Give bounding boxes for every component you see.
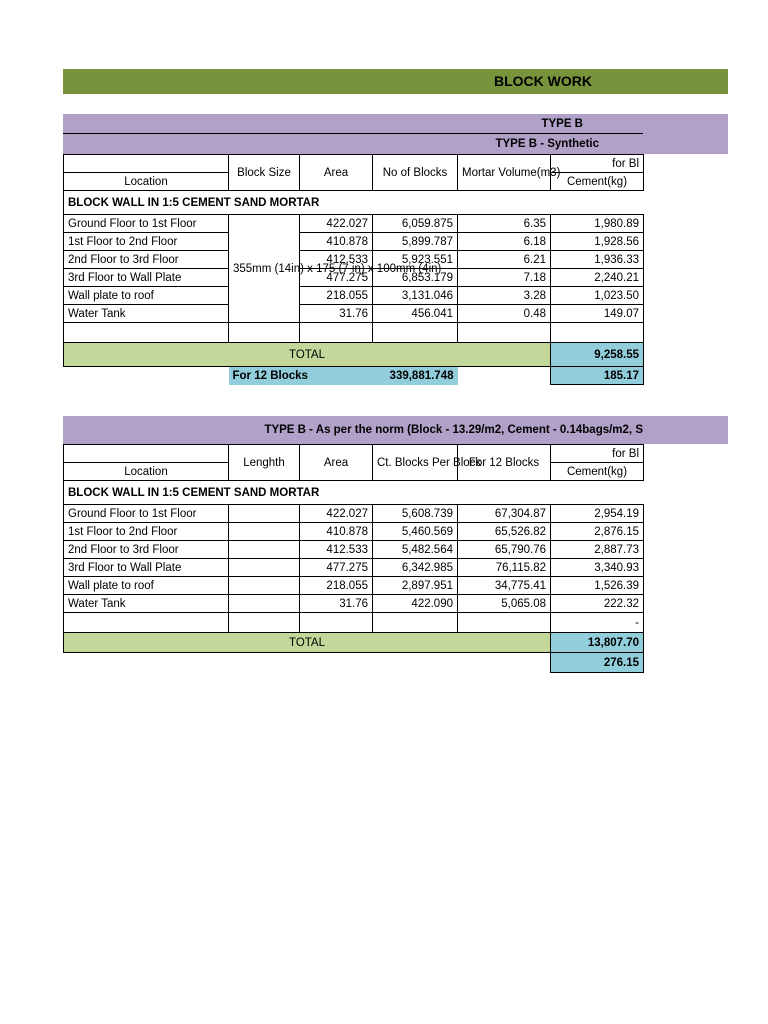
row-area: 31.76 xyxy=(300,595,373,613)
header-blank xyxy=(64,445,229,463)
total-cement: 9,258.55 xyxy=(551,343,644,367)
row-location: 1st Floor to 2nd Floor xyxy=(64,523,229,541)
row-length xyxy=(229,577,300,595)
row-ct-blocks: 6,342.985 xyxy=(373,559,458,577)
section2-heading-band xyxy=(63,416,728,444)
blank-cell xyxy=(64,613,229,633)
row-location: 1st Floor to 2nd Floor xyxy=(64,233,229,251)
row-area: 422.027 xyxy=(300,505,373,523)
row-cement: 3,340.93 xyxy=(551,559,644,577)
row-location: 3rd Floor to Wall Plate xyxy=(64,559,229,577)
row-ct-blocks: 422.090 xyxy=(373,595,458,613)
spacer xyxy=(300,653,373,673)
spacer xyxy=(64,653,229,673)
row-for-12: 65,526.82 xyxy=(458,523,551,541)
blank-cement: - xyxy=(551,613,644,633)
row-mortar: 3.28 xyxy=(458,287,551,305)
row-location: 3rd Floor to Wall Plate xyxy=(64,269,229,287)
header-block-size: Block Size xyxy=(229,155,300,191)
blank-cell xyxy=(229,323,300,343)
header-for-bl: for Bl xyxy=(551,445,644,463)
row-cement: 149.07 xyxy=(551,305,644,323)
row-ct-blocks: 2,897.951 xyxy=(373,577,458,595)
header-location: Location xyxy=(64,173,229,191)
spacer xyxy=(373,653,458,673)
row-area: 412.533 xyxy=(300,251,373,269)
row-mortar: 6.21 xyxy=(458,251,551,269)
row-cement: 2,887.73 xyxy=(551,541,644,559)
row-mortar: 6.18 xyxy=(458,233,551,251)
row-blocks: 5,923.551 xyxy=(373,251,458,269)
spacer xyxy=(458,367,551,385)
row-cement: 1,928.56 xyxy=(551,233,644,251)
row-blocks: 5,899.787 xyxy=(373,233,458,251)
row-area: 477.275 xyxy=(300,559,373,577)
row-length xyxy=(229,595,300,613)
row-area: 412.533 xyxy=(300,541,373,559)
row-area: 477.275 xyxy=(300,269,373,287)
row-location: Water Tank xyxy=(64,305,229,323)
for-12-label: For 12 Blocks xyxy=(229,367,373,385)
row-ct-blocks: 5,460.569 xyxy=(373,523,458,541)
row-cement: 1,936.33 xyxy=(551,251,644,269)
blank-cell xyxy=(458,613,551,633)
row-cement: 2,240.21 xyxy=(551,269,644,287)
blank-cell xyxy=(373,323,458,343)
extra-cement: 276.15 xyxy=(551,653,644,673)
row-location: 2nd Floor to 3rd Floor xyxy=(64,541,229,559)
block-size-value: 355mm (14in) x 175 (7 in) x 100mm (4in) xyxy=(229,215,300,323)
row-area: 31.76 xyxy=(300,305,373,323)
row-location: Water Tank xyxy=(64,595,229,613)
header-mortar-volume: Mortar Volume(m3) xyxy=(458,155,551,191)
header-location: Location xyxy=(64,463,229,481)
blank-cell xyxy=(458,323,551,343)
row-cement: 1,023.50 xyxy=(551,287,644,305)
blank-cell xyxy=(64,323,229,343)
total-cement: 13,807.70 xyxy=(551,633,644,653)
total-label: TOTAL xyxy=(64,633,551,653)
row-area: 422.027 xyxy=(300,215,373,233)
spacer xyxy=(458,653,551,673)
header-cement: Cement(kg) xyxy=(551,173,644,191)
blank-cell xyxy=(229,613,300,633)
row-blocks: 6,059.875 xyxy=(373,215,458,233)
row-cement: 2,954.19 xyxy=(551,505,644,523)
group-label: BLOCK WALL IN 1:5 CEMENT SAND MORTAR xyxy=(64,481,644,505)
row-location: Wall plate to roof xyxy=(64,287,229,305)
row-length xyxy=(229,523,300,541)
row-mortar: 6.35 xyxy=(458,215,551,233)
row-blocks: 3,131.046 xyxy=(373,287,458,305)
header-for-12-blocks: For 12 Blocks xyxy=(458,445,551,481)
for-12-cement: 185.17 xyxy=(551,367,644,385)
section2-heading: TYPE B - As per the norm (Block - 13.29/m2, Cement - 0.14bags/m2, S xyxy=(264,424,643,436)
row-cement: 1,526.39 xyxy=(551,577,644,595)
for-12-blocks: 339,881.748 xyxy=(373,367,458,385)
row-mortar: 7.18 xyxy=(458,269,551,287)
row-area: 218.055 xyxy=(300,287,373,305)
group-label: BLOCK WALL IN 1:5 CEMENT SAND MORTAR xyxy=(64,191,644,215)
blank-cell xyxy=(373,613,458,633)
row-location: 2nd Floor to 3rd Floor xyxy=(64,251,229,269)
type-heading: TYPE B xyxy=(63,114,643,134)
header-cement: Cement(kg) xyxy=(551,463,644,481)
row-location: Ground Floor to 1st Floor xyxy=(64,505,229,523)
header-blank xyxy=(64,155,229,173)
section2-table xyxy=(63,444,644,673)
spacer xyxy=(229,653,300,673)
row-blocks: 456.041 xyxy=(373,305,458,323)
blank-cell xyxy=(551,323,644,343)
row-for-12: 67,304.87 xyxy=(458,505,551,523)
blank-cell xyxy=(300,323,373,343)
row-length xyxy=(229,559,300,577)
section1-heading: TYPE B - Synthetic xyxy=(495,138,599,150)
row-area: 218.055 xyxy=(300,577,373,595)
header-length: Lenghth xyxy=(229,445,300,481)
row-location: Ground Floor to 1st Floor xyxy=(64,215,229,233)
row-area: 410.878 xyxy=(300,233,373,251)
row-blocks: 6,853.179 xyxy=(373,269,458,287)
row-ct-blocks: 5,608.739 xyxy=(373,505,458,523)
row-mortar: 0.48 xyxy=(458,305,551,323)
row-length xyxy=(229,505,300,523)
row-location: Wall plate to roof xyxy=(64,577,229,595)
type-heading-band xyxy=(63,114,728,154)
header-area: Area xyxy=(300,445,373,481)
row-for-12: 76,115.82 xyxy=(458,559,551,577)
row-ct-blocks: 5,482.564 xyxy=(373,541,458,559)
row-length xyxy=(229,541,300,559)
header-for-bl: for Bl xyxy=(551,155,644,173)
page-title: BLOCK WORK xyxy=(63,69,728,94)
header-no-of-blocks: No of Blocks xyxy=(373,155,458,191)
row-for-12: 5,065.08 xyxy=(458,595,551,613)
row-cement: 1,980.89 xyxy=(551,215,644,233)
row-cement: 2,876.15 xyxy=(551,523,644,541)
row-for-12: 65,790.76 xyxy=(458,541,551,559)
spacer xyxy=(64,367,229,385)
total-label: TOTAL xyxy=(64,343,551,367)
row-for-12: 34,775.41 xyxy=(458,577,551,595)
row-cement: 222.32 xyxy=(551,595,644,613)
section1-table xyxy=(63,154,644,385)
blank-cell xyxy=(300,613,373,633)
header-ct-blocks: Ct. Blocks Per Block xyxy=(373,445,458,481)
header-area: Area xyxy=(300,155,373,191)
row-area: 410.878 xyxy=(300,523,373,541)
